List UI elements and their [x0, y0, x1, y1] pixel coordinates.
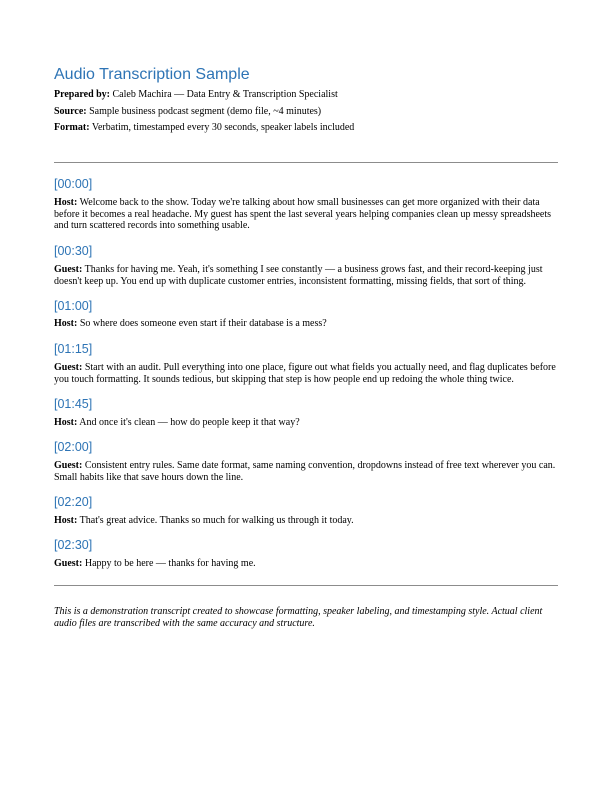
timestamp: [01:45] [54, 397, 93, 411]
speaker-label: Guest: [54, 558, 83, 569]
footer-note: This is a demonstration transcript created to showcase formatting, speaker labeling, and timestamping style. Actual client audio files are transcribed with the same accuracy and structure. [54, 606, 543, 629]
divider-bottom [54, 585, 558, 586]
timestamp: [01:00] [54, 299, 93, 313]
transcript-line [54, 515, 558, 527]
speaker-label: Guest: [54, 460, 83, 471]
transcript-line [54, 362, 558, 385]
speaker-label: Guest: [54, 362, 83, 373]
transcript-text: So where does someone even start if their database is a mess? [79, 318, 327, 329]
transcript-text: Thanks for having me. Yeah, it's something I see constantly — a business grows fast, and their record-keeping just doesn't keep up. You end up with duplicate customer entries, inconsistent formatting, missing fields, that sort of thing. [54, 264, 543, 287]
speaker-label: Host: [54, 318, 78, 329]
meta-value: Verbatim, timestamped every 30 seconds, speaker labels included [91, 122, 355, 133]
meta-label: Source: [54, 106, 87, 117]
transcript-line [54, 460, 558, 483]
meta-format [54, 122, 558, 134]
timestamp: [02:30] [54, 538, 93, 552]
transcript-line [54, 197, 558, 232]
speaker-label: Host: [54, 417, 78, 428]
timestamp: [00:30] [54, 244, 93, 258]
timestamp: [01:15] [54, 342, 93, 356]
transcript-text: Welcome back to the show. Today we're talking about how small businesses can get more organized with their data before it becomes a real headache. My guest has spent the last several years helping companies clean up messy spreadsheets and turn scattered records into something usable. [54, 197, 552, 231]
transcript-line [54, 318, 558, 330]
transcript-text: Happy to be here — thanks for having me. [84, 558, 256, 569]
meta-value: Sample business podcast segment (demo file, ~4 minutes) [89, 106, 322, 117]
meta-prepared-by [54, 89, 558, 101]
transcript-line [54, 558, 558, 570]
speaker-label: Host: [54, 197, 78, 208]
speaker-label: Guest: [54, 264, 83, 275]
transcript-text: Start with an audit. Pull everything into one place, figure out what fields you actually need, and flag duplicates before you touch formatting. It sounds tedious, but skipping that step is how people end up redoing the whole thing twice. [54, 362, 556, 385]
divider-top [54, 162, 558, 163]
transcript-line [54, 417, 558, 429]
speaker-label: Host: [54, 515, 78, 526]
timestamp: [00:00] [54, 177, 93, 191]
timestamp: [02:20] [54, 495, 93, 509]
transcript-line [54, 264, 558, 287]
meta-source [54, 106, 558, 118]
transcript-text: That's great advice. Thanks so much for walking us through it today. [79, 515, 354, 526]
meta-label: Prepared by: [54, 89, 111, 100]
transcript-text: And once it's clean — how do people keep it that way? [79, 417, 300, 428]
document-title: Audio Transcription Sample [54, 66, 250, 83]
meta-label: Format: [54, 122, 90, 133]
meta-value: Caleb Machira — Data Entry & Transcription Specialist [112, 89, 338, 100]
transcript-text: Consistent entry rules. Same date format, same naming convention, dropdowns instead of free text wherever you can. Small habits like that save hours down the line. [54, 460, 556, 483]
timestamp: [02:00] [54, 440, 93, 454]
